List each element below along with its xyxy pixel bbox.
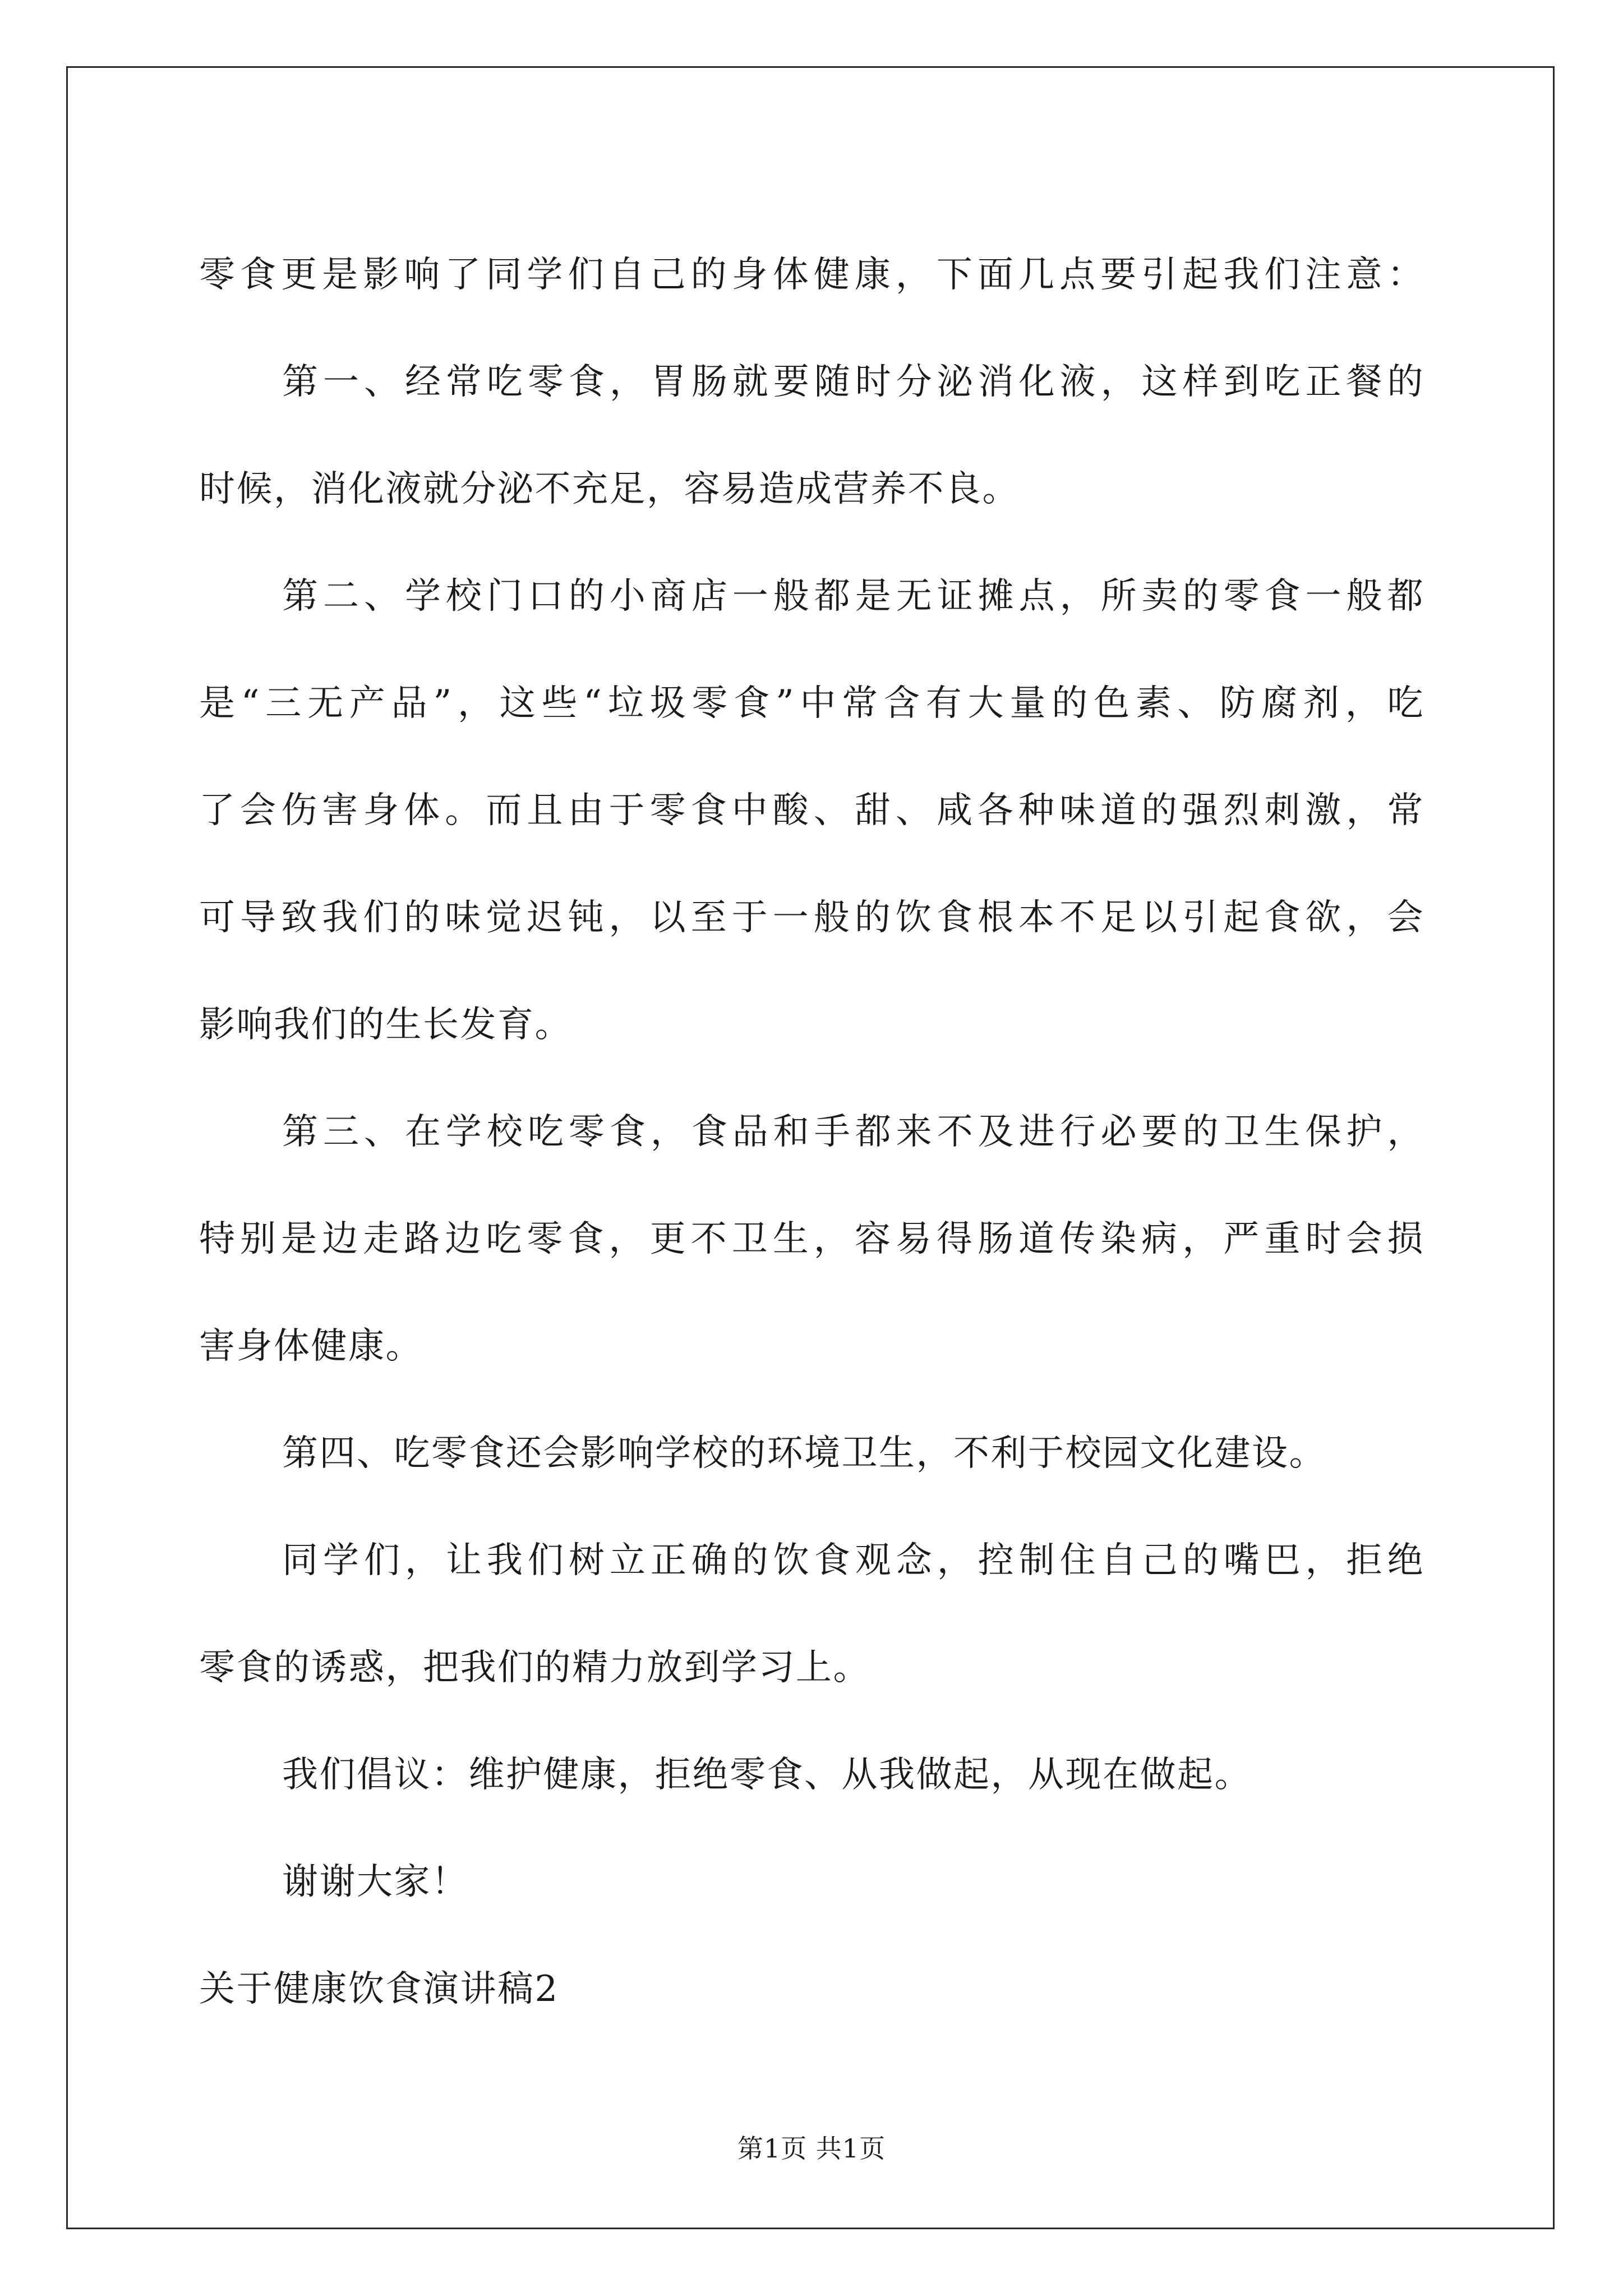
text-line: 特别是边走路边吃零食，更不卫生，容易得肠道传染病，严重时会损	[199, 1218, 1424, 1260]
text-line: 第三、在学校吃零食，食品和手都来不及进行必要的卫生保护，	[282, 1111, 1424, 1153]
text-line: 影响我们的生长发育。	[199, 1004, 572, 1046]
text-line: 了会伤害身体。而且由于零食中酸、甜、咸各种味道的强烈刺激，常	[199, 790, 1424, 831]
text-line: 同学们，让我们树立正确的饮食观念，控制住自己的嘴巴，拒绝	[282, 1540, 1424, 1581]
text-line: 零食的诱惑，把我们的精力放到学习上。	[199, 1647, 870, 1688]
text-line: 零食更是影响了同学们自己的身体健康，下面几点要引起我们注意：	[199, 254, 1424, 296]
text-line: 可导致我们的味觉迟钝，以至于一般的饮食根本不足以引起食欲，会	[199, 897, 1424, 938]
section-heading: 关于健康饮食演讲稿2	[199, 1968, 559, 2010]
document-body	[199, 222, 1424, 2043]
text-line: 第一、经常吃零食，胃肠就要随时分泌消化液，这样到吃正餐的	[282, 361, 1424, 403]
text-line: 谢谢大家！	[282, 1861, 469, 1903]
text-line: 害身体健康。	[199, 1326, 423, 1367]
text-line: 我们倡议：维护健康，拒绝零食、从我做起，从现在做起。	[282, 1754, 1252, 1796]
text-line: 第四、吃零食还会影响学校的环境卫生，不利于校园文化建设。	[282, 1433, 1326, 1474]
text-line: 时候，消化液就分泌不充足，容易造成营养不良。	[199, 468, 1020, 510]
page-number-footer: 第1页 共1页	[737, 2133, 886, 2164]
text-line: 第二、学校门口的小商店一般都是无证摊点，所卖的零食一般都	[282, 576, 1424, 617]
text-line: 是“三无产品”，这些“垃圾零食”中常含有大量的色素、防腐剂，吃	[199, 683, 1424, 724]
